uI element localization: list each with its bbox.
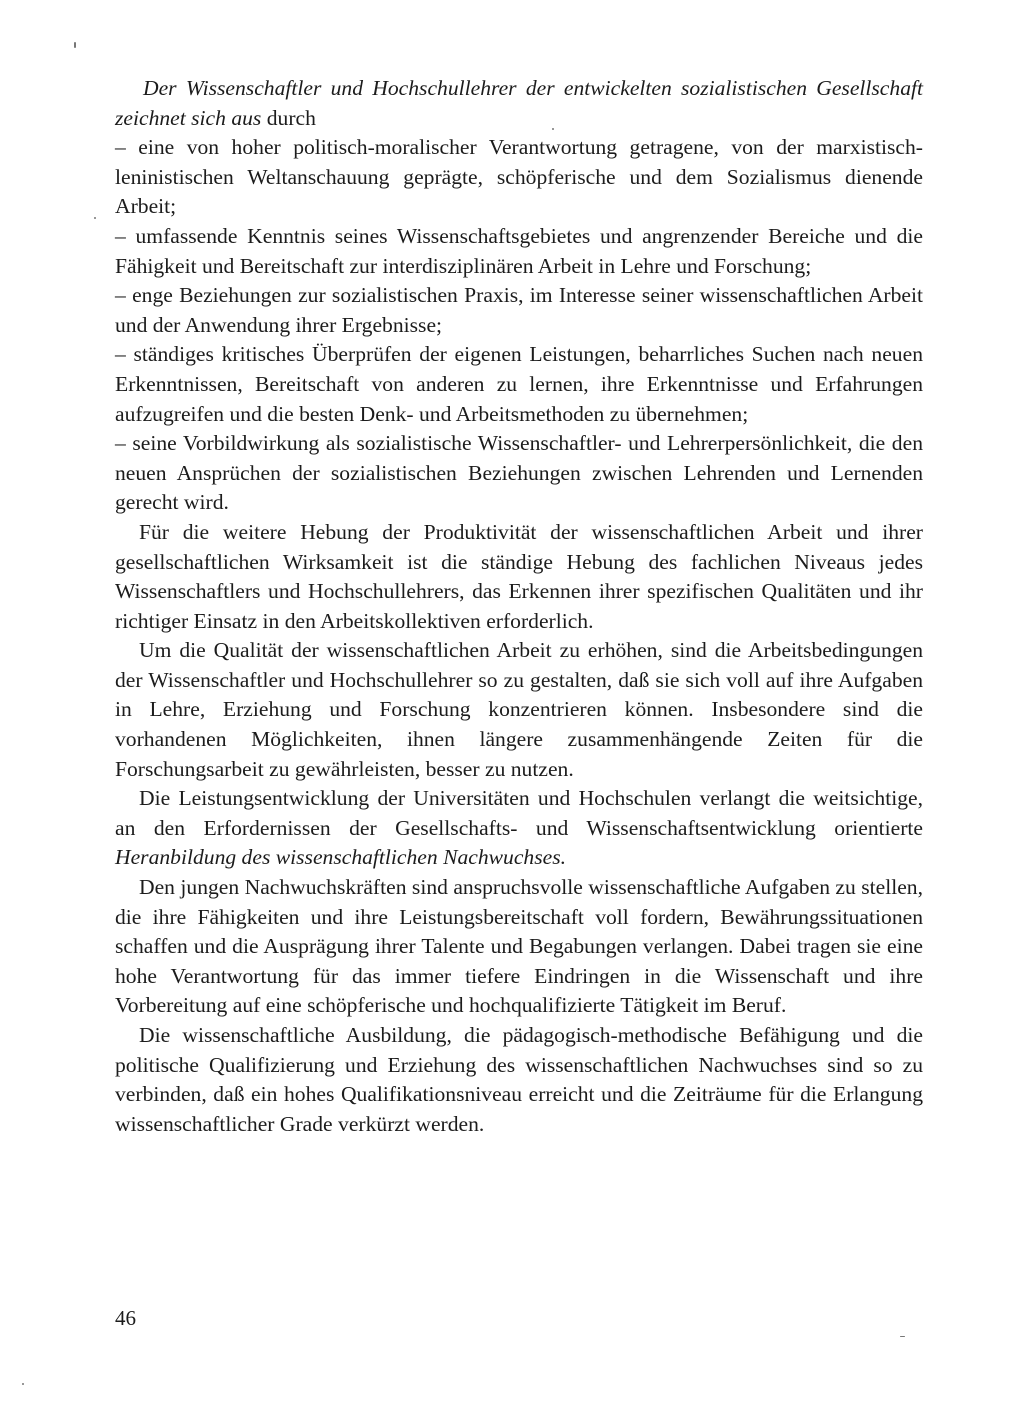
- page-body: [115, 74, 923, 1139]
- paragraph-working-conditions: Um die Qualität der wissenschaftlichen Arbeit zu erhöhen, sind die Arbeitsbedingungen der Wissenschaftler und Hochschullehrer so zu gestalten, daß sie sich voll auf ihre Aufgaben in Lehre, Erziehung und Forschung konzentrieren können. Insbesondere sind die vorhandenen Möglichkeiten, ihnen längere zusammenhängende Zeiten für die Forschungsarbeit zu gewährleisten, besser zu nutzen.: [115, 638, 923, 781]
- scan-speck: [552, 128, 554, 130]
- bullet-item-2: – umfassende Kenntnis seines Wissenschaftsgebietes und angrenzender Bereiche und die Fähigkeit und Bereitschaft zur interdisziplinären Arbeit in Lehre und Forschung;: [115, 223, 923, 278]
- paragraph-development-text: Die Leistungsentwicklung der Universitäten und Hochschulen verlangt die weitsichtige, an den Erfordernissen der Gesellschafts- und Wissenschaftsentwicklung orientierte: [115, 786, 923, 840]
- intro-emphasis: Der Wissenschaftler und Hochschullehrer der entwickelten sozialistischen Gesellschaft zeichnet sich aus: [115, 76, 923, 130]
- page-number: 46: [115, 1306, 136, 1330]
- paragraph-productivity: Für die weitere Hebung der Produktivität der wissenschaftlichen Arbeit und ihrer gesellschaftlichen Wirksamkeit ist die ständige Hebung des fachlichen Niveaus jedes Wissenschaftlers und Hochschullehrers, das Erkennen ihrer spezifischen Qualitäten und ihr richtiger Einsatz in den Arbeitskollektiven erforderlich.: [115, 519, 923, 633]
- scan-speck: [74, 42, 76, 48]
- bullet-item-3: – enge Beziehungen zur sozialistischen Praxis, im Interesse seiner wissenschaftlichen Arbeit und der Anwendung ihrer Ergebnisse;: [115, 283, 923, 337]
- paragraph-training: Die wissenschaftliche Ausbildung, die pädagogisch-methodische Befähigung und die politische Qualifizierung und Erziehung des wissenschaftlichen Nachwuchses sind so zu verbinden, daß ein hohes Qualifikationsniveau erreicht und die Zeiträume für die Erlangung wissenschaftlicher Grade verkürzt werden.: [115, 1023, 923, 1136]
- paragraph-young-talent: Den jungen Nachwuchskräften sind anspruchsvolle wissenschaftliche Aufgaben zu stellen, die ihre Fähigkeiten und ihre Leistungsbereitschaft voll fordern, Bewährungssituationen schaffen und die Ausprägung ihrer Talente und Begabungen verlangen. Dabei tragen sie eine hohe Verantwortung für das immer tiefere Eindringen in die Wissenschaft und ihre Vorbereitung auf eine schöpferische und hochqualifizierte Tätigkeit im Beruf.: [115, 875, 923, 1018]
- bullet-item-4: – ständiges kritisches Überprüfen der eigenen Leistungen, beharrliches Suchen nach neuen Erkenntnissen, Bereitschaft von anderen zu lernen, ihre Erkenntnisse und Erfahrungen aufzugreifen und die besten Denk- und Arbeitsmethoden zu übernehmen;: [115, 342, 923, 426]
- intro-paragraph: [115, 74, 923, 133]
- paragraph-development: [115, 784, 923, 873]
- intro-rest: durch: [261, 105, 316, 130]
- bullet-item-1: – eine von hoher politisch-moralischer Verantwortung getragene, von der marxistisch-leninistischen Weltanschauung geprägte, schöpferische und dem Sozialismus dienende Arbeit;: [115, 135, 923, 219]
- scan-speck: [900, 1336, 905, 1337]
- paragraph-development-emphasis: Heranbildung des wissenschaftlichen Nachwuchses.: [115, 845, 567, 870]
- scan-speck: [94, 217, 96, 219]
- bullet-item-5: – seine Vorbildwirkung als sozialistische Wissenschaftler- und Lehrerpersönlichkeit, die den neuen Ansprüchen der sozialistischen Beziehungen zwischen Lehrenden und Lernenden gerecht wird.: [115, 431, 923, 515]
- scan-speck: [22, 1383, 24, 1385]
